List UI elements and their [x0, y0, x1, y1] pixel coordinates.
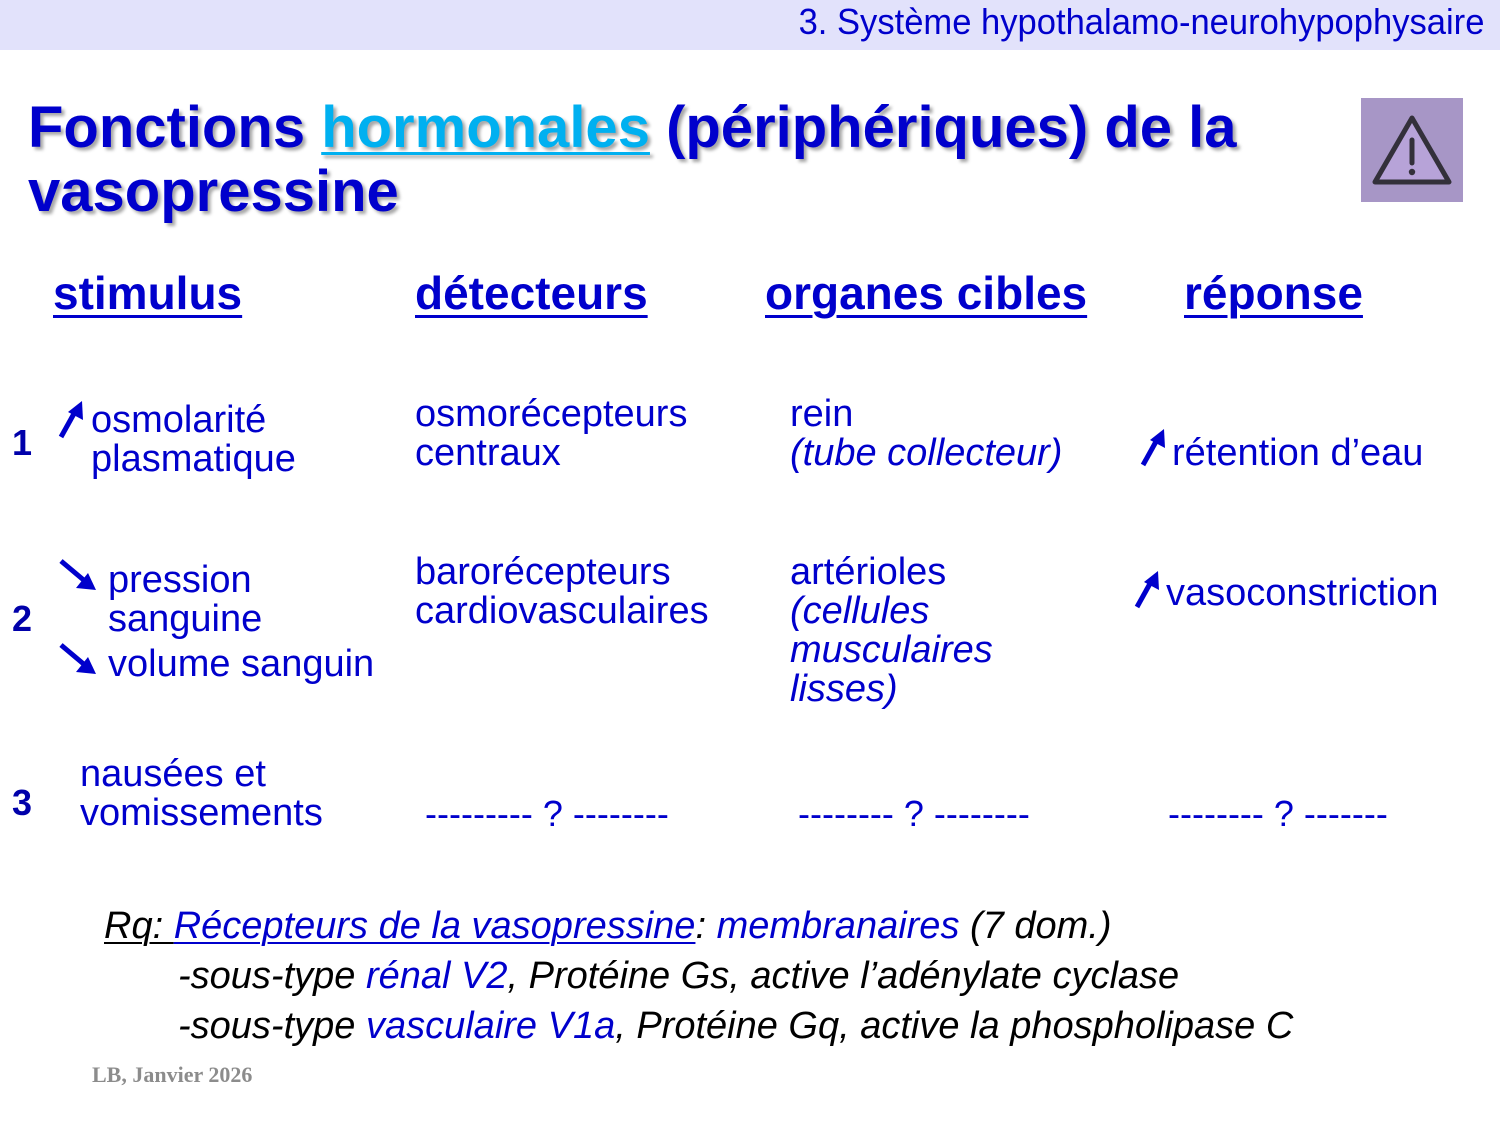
detecteurs-line: cardiovasculaires: [415, 590, 709, 632]
column-header-stimulus: stimulus: [53, 267, 243, 319]
stimulus-line: nausées et: [80, 753, 266, 795]
section-header-bar: [0, 0, 1500, 50]
title-highlight-hormonales: hormonales: [321, 95, 650, 160]
stimulus-pression-sanguine: [108, 561, 262, 639]
detecteurs-osmorecepteurs: [415, 395, 687, 473]
stimulus-line: sanguine: [108, 598, 263, 640]
reponse-unknown: -------- ? -------: [1168, 793, 1388, 834]
row-number-3: 3: [12, 782, 33, 823]
note-prefix: Rq:: [104, 905, 174, 947]
stimulus-nausees: [80, 755, 323, 833]
reponse-vasoconstriction: vasoconstriction: [1166, 572, 1439, 614]
stimulus-volume-sanguin: volume sanguin: [108, 643, 375, 685]
organe-detail: musculaires: [790, 629, 993, 671]
detecteurs-unknown: --------- ? --------: [425, 793, 669, 834]
slide-title: [28, 96, 1348, 224]
detecteurs-line: osmorécepteurs: [415, 393, 688, 435]
note-line-2: [178, 951, 1179, 1001]
arrow-down-icon: [58, 558, 98, 592]
arrow-up-icon: [1132, 570, 1162, 610]
organe-detail: (cellules: [790, 590, 930, 632]
reponse-retention-eau: rétention d’eau: [1172, 432, 1424, 474]
column-header-detecteurs: détecteurs: [415, 267, 648, 319]
title-part2: (périphériques) de la vasopressine: [28, 95, 1237, 224]
stimulus-line: osmolarité: [91, 399, 267, 441]
organe-detail: (tube collecteur): [790, 432, 1063, 474]
note-subtype-v2: rénal V2: [365, 955, 508, 997]
organes-rein: [790, 395, 1062, 473]
title-part1: Fonctions: [28, 95, 322, 160]
column-header-reponse: réponse: [1184, 267, 1363, 319]
stimulus-line: vomissements: [80, 792, 323, 834]
detecteurs-line: barorécepteurs: [415, 551, 671, 593]
section-title: 3. Système hypothalamo-neurohypophysaire: [798, 1, 1484, 42]
note-line-1: [104, 901, 1112, 951]
warning-triangle-icon: [1370, 113, 1454, 187]
arrow-down-icon: [58, 642, 98, 676]
note-subtype-prefix: -sous-type: [178, 1005, 366, 1047]
organe-detail: lisses): [790, 668, 898, 710]
detecteurs-line: centraux: [415, 432, 561, 474]
note-subtype-prefix: -sous-type: [178, 955, 366, 997]
note-membranaires: membranaires: [716, 905, 960, 947]
organe-main: artérioles: [790, 551, 947, 593]
note-receptors-label: Récepteurs de la vasopressine: [173, 905, 696, 947]
warning-badge: [1361, 98, 1463, 202]
arrow-up-icon: [1138, 428, 1168, 468]
organe-main: rein: [790, 393, 854, 435]
detecteurs-barorecepteurs: [415, 553, 709, 631]
stimulus-line: plasmatique: [91, 438, 296, 480]
stimulus-line: pression: [108, 559, 252, 601]
row-number-2: 2: [12, 598, 33, 639]
row-number-1: 1: [12, 422, 33, 463]
note-colon: :: [695, 905, 717, 947]
column-header-organes-cibles: organes cibles: [765, 267, 1088, 319]
stimulus-osmolarite: [91, 401, 296, 479]
organes-unknown: -------- ? --------: [798, 793, 1030, 834]
footer-author-date: LB, Janvier 2026: [92, 1062, 253, 1087]
organes-arterioles: [790, 553, 993, 709]
note-subtype-v1a: vasculaire V1a: [365, 1005, 616, 1047]
note-domains: (7 dom.): [959, 905, 1112, 947]
arrow-up-icon: [56, 400, 86, 440]
note-subtype-desc: , Protéine Gs, active l’adénylate cyclase: [507, 955, 1180, 997]
note-subtype-desc: , Protéine Gq, active la phospholipase C: [615, 1005, 1294, 1047]
note-line-3: [178, 1001, 1293, 1051]
